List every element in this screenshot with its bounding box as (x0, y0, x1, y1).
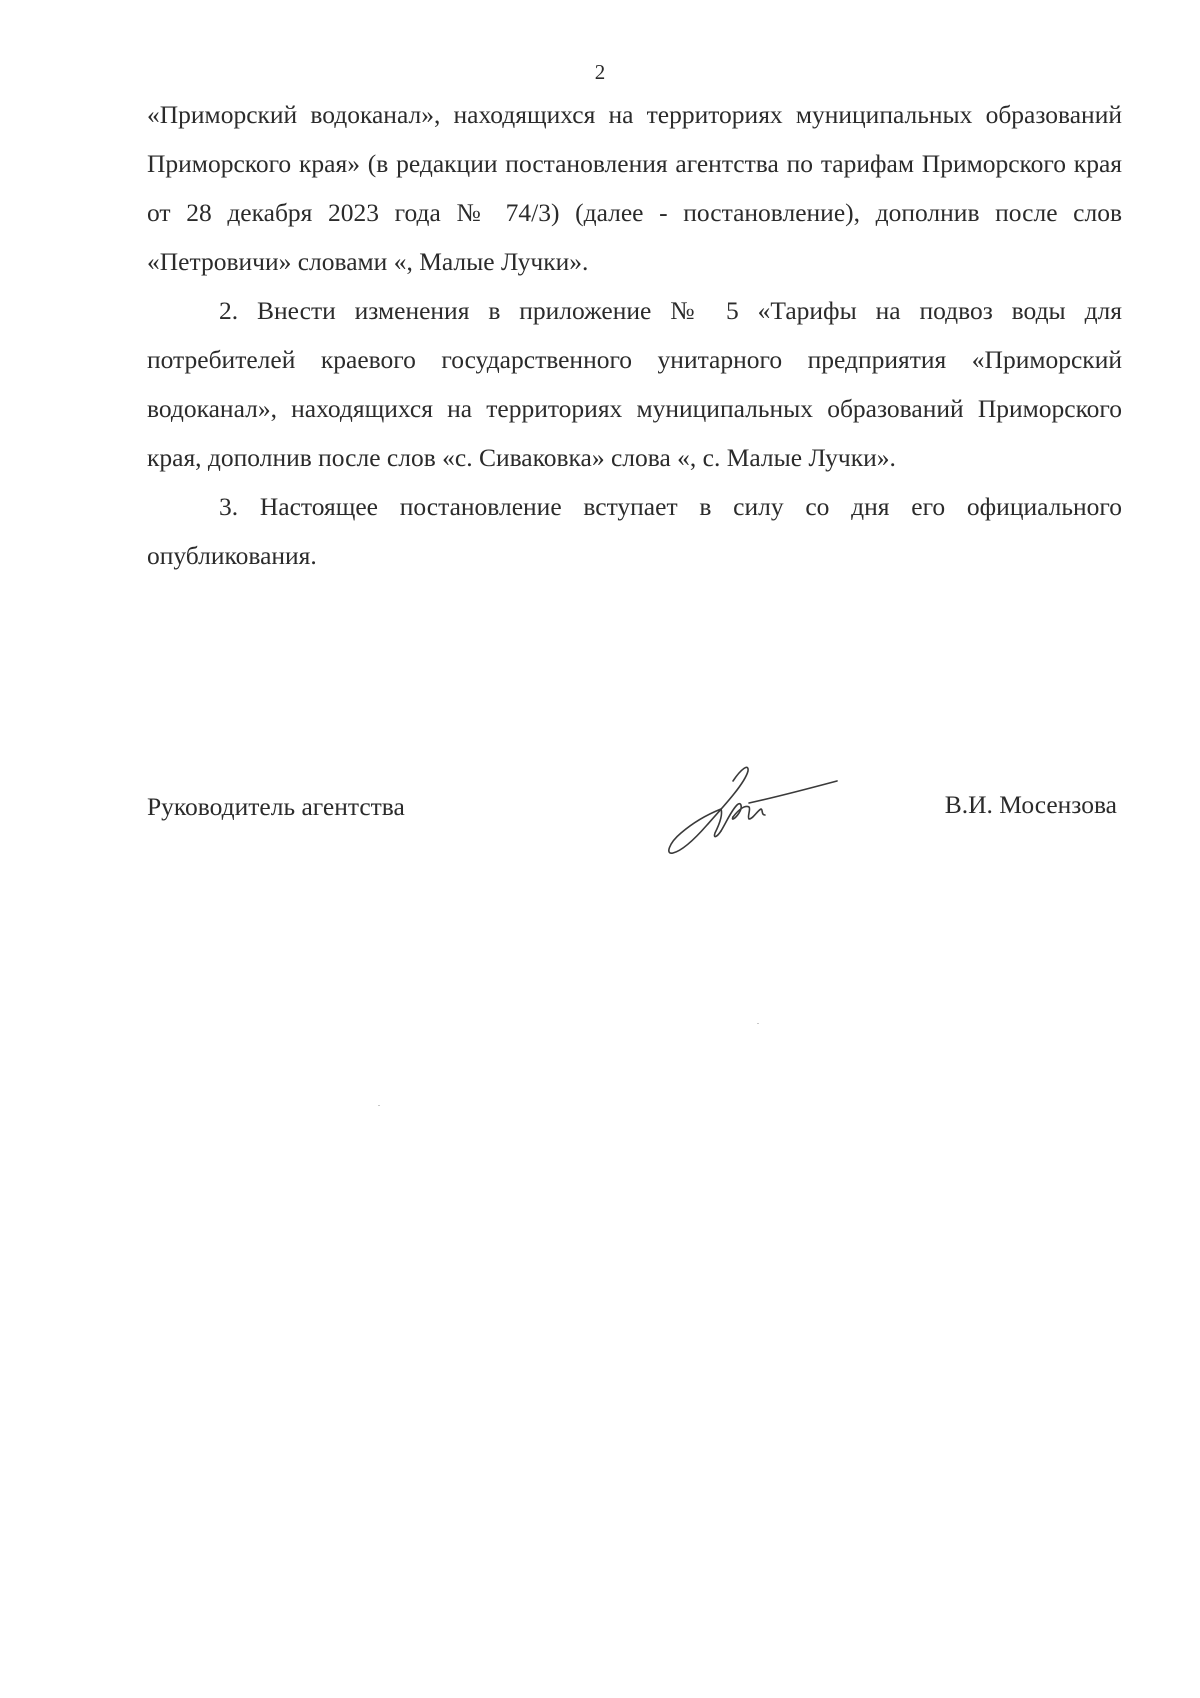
signer-position: Руководитель агентства (147, 792, 405, 821)
paragraph-item-2: 2. Внести изменения в приложение № 5 «Тарифы на подвоз воды для потребителей краевого государственного унитарного предприятия «Приморский водоканал», находящихся на территориях муниципальных образований Приморского края, дополнив после слов «с. Сиваковка» слова «, с. Малые Лучки». (147, 296, 1122, 472)
paragraph-continuation: «Приморский водоканал», находящихся на территориях муниципальных образований Приморского края» (в редакции постановления агентства по тарифам Приморского края от 28 декабря 2023 года № 74/3) (далее - постановление), дополнив после слов «Петровичи» словами «, Малые Лучки». (147, 100, 1122, 276)
document-body (147, 90, 1122, 580)
scan-speck (757, 1023, 759, 1024)
scan-speck (378, 1105, 380, 1106)
handwritten-signature (637, 747, 847, 867)
signer-name: В.И. Мосензова (944, 790, 1117, 819)
paragraph-item-3: 3. Настоящее постановление вступает в силу со дня его официального опубликования. (147, 492, 1122, 570)
signature-block (147, 790, 1122, 890)
page-number: 2 (594, 60, 606, 84)
